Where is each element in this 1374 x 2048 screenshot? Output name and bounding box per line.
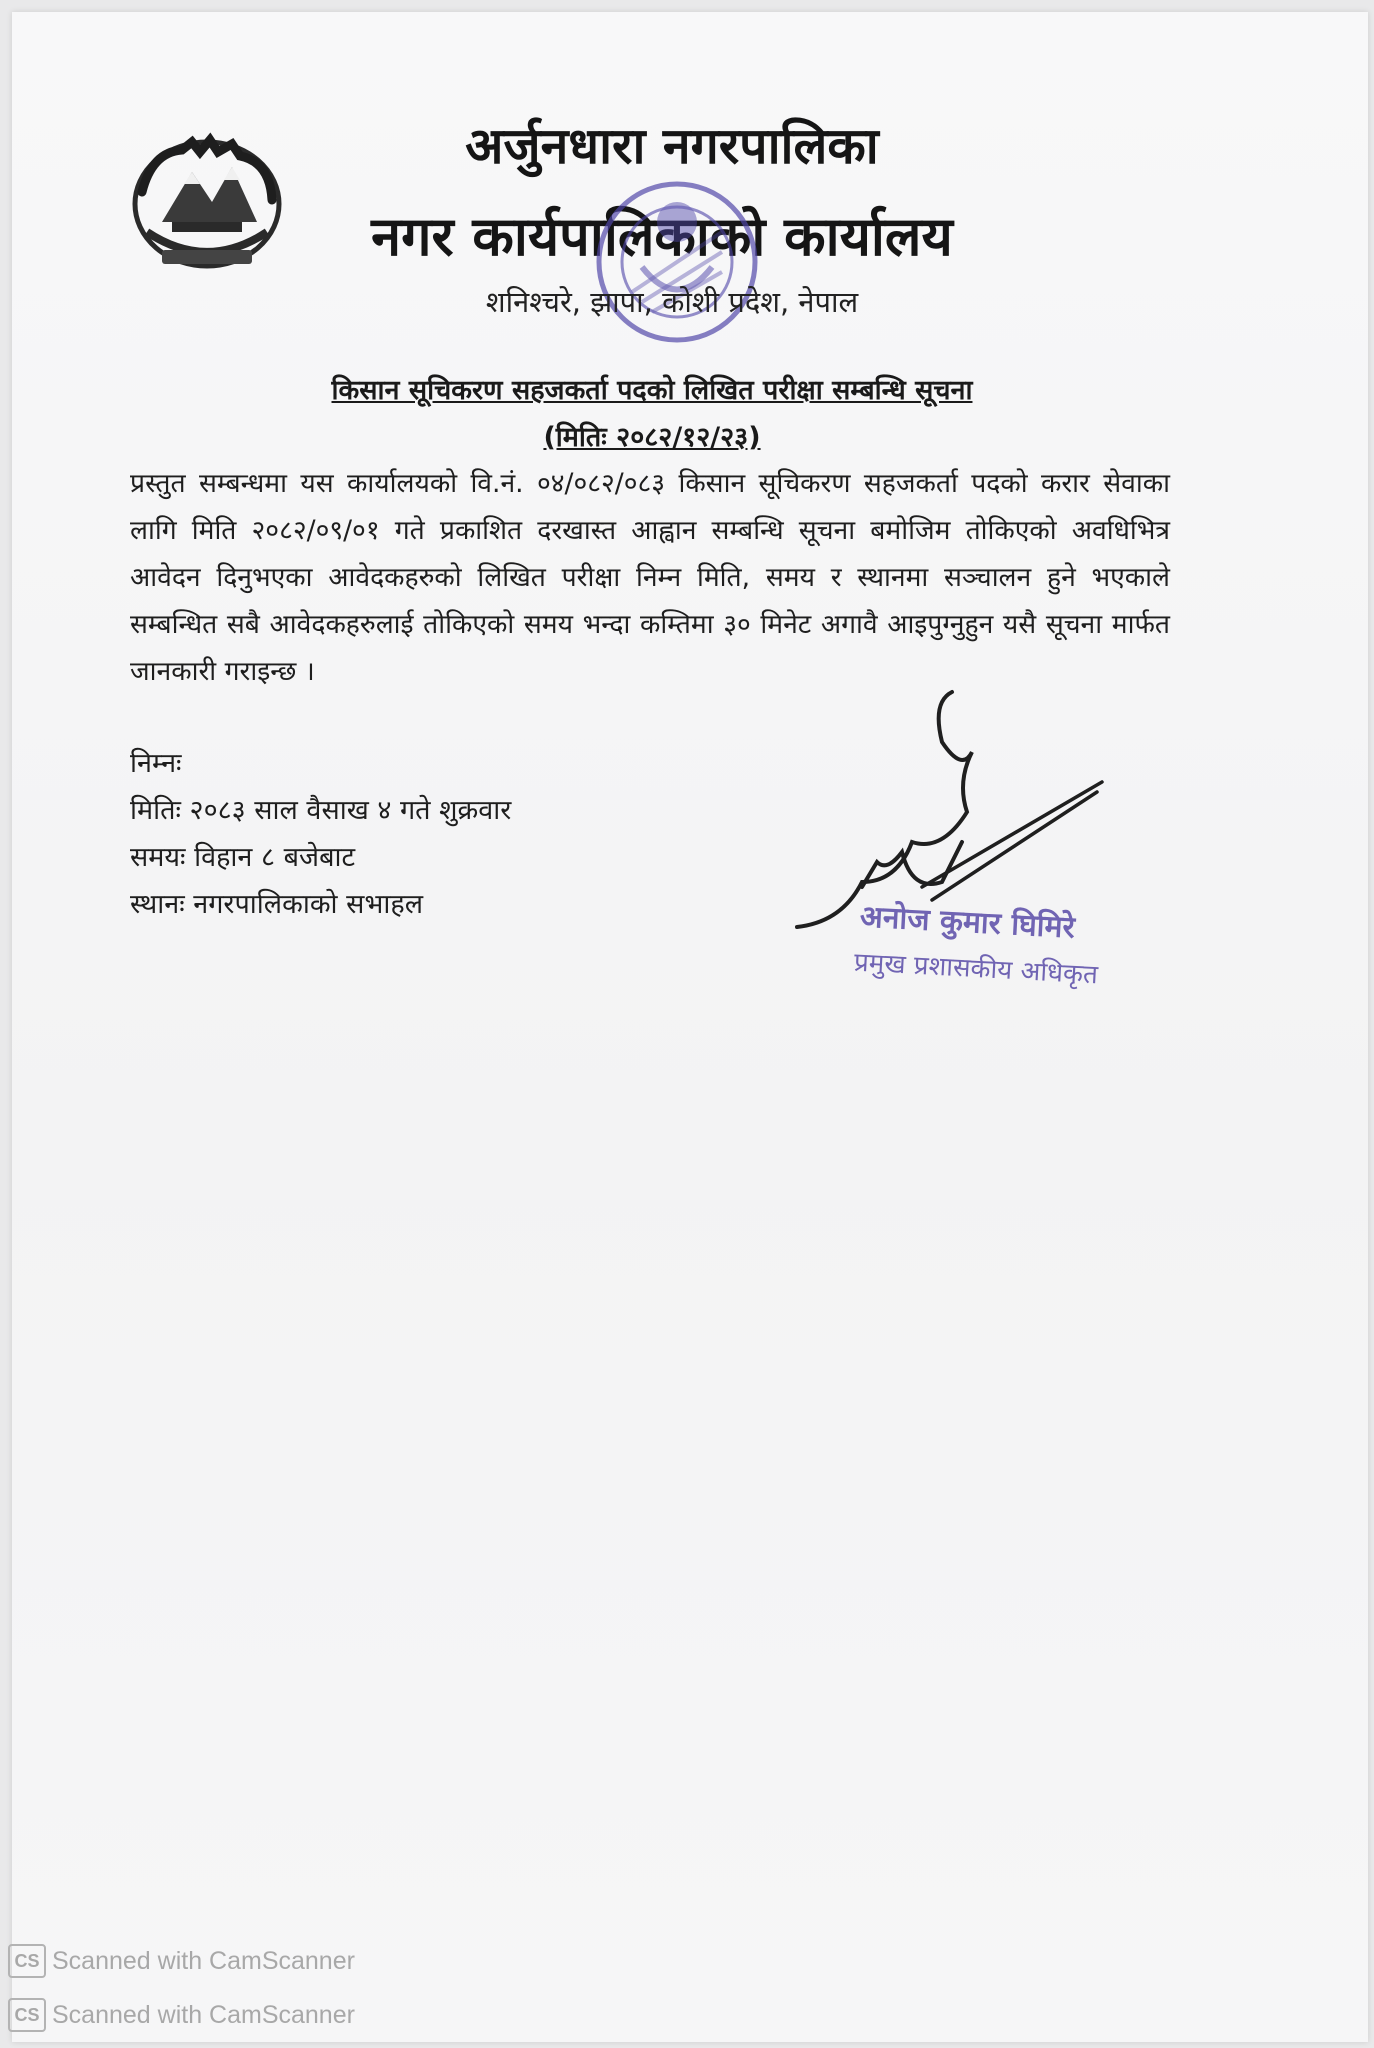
office-seal-icon — [572, 172, 782, 352]
signatory-name: अनोज कुमार घिमिरे — [859, 899, 1076, 946]
camscanner-watermark — [8, 1998, 355, 2032]
exam-date: मितिः २०८३ साल वैसाख ४ गते शुक्रवार — [130, 795, 512, 826]
watermark-text: Scanned with CamScanner — [52, 2000, 355, 2029]
details-heading: निम्नः — [130, 748, 182, 779]
signatory-title: प्रमुख प्रशासकीय अधिकृत — [853, 947, 1099, 991]
notice-subject: किसान सूचिकरण सहजकर्ता पदको लिखित परीक्षा सम्बन्धि सूचना — [331, 375, 973, 406]
municipality-name: अर्जुनधारा नगरपालिका — [465, 117, 879, 175]
watermark-text: Scanned with CamScanner — [52, 1946, 355, 1975]
notice-date: (मितिः २०८२/१२/२३) — [543, 422, 761, 453]
nepal-emblem-icon — [122, 122, 292, 282]
office-name: नगर कार्यपालिकाको कार्यालय — [371, 205, 953, 268]
camscanner-logo-icon: CS — [8, 1998, 46, 2032]
notice-body: प्रस्तुत सम्बन्धमा यस कार्यालयको वि.नं. ०४/०८२/०८३ किसान सूचिकरण सहजकर्ता पदको करार सेवाका लागि मिति २०८२/०९/०१ गते प्रकाशित दरखास्त आह्वान सम्बन्धि सूचना बमोजिम तोकिएको अवधिभित्र आवेदन दिनुभएका आवेदकहरुको लिखित परीक्षा निम्न मिति, समय र स्थानमा सञ्चालन हुने भएकाले सम्बन्धित सबै आवेदकहरुलाई तोकिएको समय भन्दा कम्तिमा ३० मिनेट अगावै आइपुग्नुहुन यसै सूचना मार्फत जानकारी गराइन्छ । — [130, 468, 1170, 687]
exam-time: समयः विहान ८ बजेबाट — [130, 842, 356, 873]
office-address: शनिश्चरे, झापा, कोशी प्रदेश, नेपाल — [485, 285, 859, 319]
exam-details — [130, 740, 511, 928]
camscanner-watermark — [8, 1944, 355, 1978]
camscanner-logo-icon: CS — [8, 1944, 46, 1978]
document-page — [12, 12, 1368, 2042]
exam-place: स्थानः नगरपालिकाको सभाहल — [130, 889, 423, 920]
